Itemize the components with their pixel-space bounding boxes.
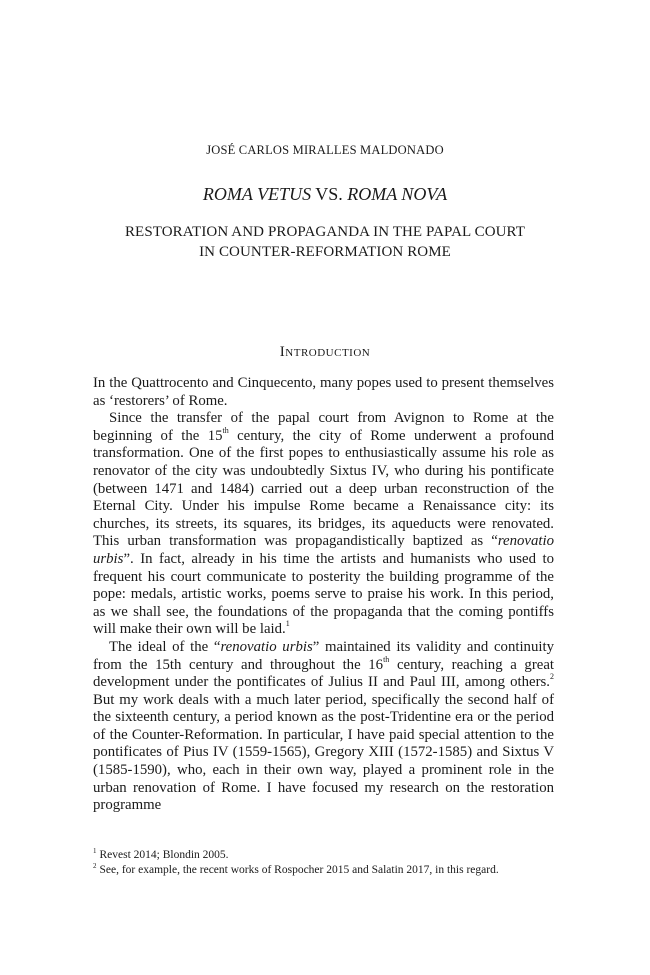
paragraph-3 bbox=[93, 639, 554, 815]
superscript-th: th bbox=[222, 425, 229, 435]
italic-renovatio-urbis: renovatio urbis bbox=[220, 638, 313, 655]
footnote-ref-2[interactable]: 2 bbox=[550, 672, 554, 682]
body-text bbox=[93, 375, 554, 815]
section-heading: Introduction bbox=[279, 344, 371, 360]
chapter-title bbox=[0, 184, 650, 205]
footnote-mark: 2 bbox=[93, 862, 97, 871]
title-roma-vetus: ROMA VETUS bbox=[202, 184, 312, 204]
footnote-ref-1[interactable]: 1 bbox=[285, 619, 290, 629]
paragraph-3-text-b: ” maintained its validity and continuity from the 15th century and throughout the 16 bbox=[93, 638, 554, 673]
subtitle-line-1: RESTORATION AND PROPAGANDA IN THE PAPAL COURT bbox=[124, 224, 526, 240]
footnote-mark: 1 bbox=[93, 847, 97, 856]
author-name: JOSÉ CARLOS MIRALLES MALDONADO bbox=[206, 143, 444, 157]
footnote-1 bbox=[93, 848, 563, 863]
subtitle-line-2: IN COUNTER-REFORMATION ROME bbox=[199, 244, 451, 260]
paragraph-3-text-c: century, reaching a great development under the pontificates of Julius II and Paul III, among others. bbox=[93, 656, 554, 691]
footnotes bbox=[93, 848, 563, 878]
chapter-subtitle bbox=[0, 222, 650, 262]
paragraph-2-text-b: century, the city of Rome underwent a profound transformation. One of the first popes to enthusiastically assume his role as renovator of the city was undoubtedly Sixtus IV, who during his pontificate (between 1471 and 1484) carried out a deep urban reconstruction of the Eternal City. Under his impulse Rome became a Renaissance city: its churches, its streets, its squares, its bridges, its aqueducts were renovated. This urban transformation was propagandistically baptized as “ bbox=[93, 427, 555, 550]
paragraph-3-text-d: But my work deals with a much later period, specifically the second half of the sixteenth century, a period known as the post-Tridentine era or the period of the Counter-Reformation. In particular, I have paid special attention to the pontificates of Pius IV (1559-1565), Gregory XIII (1572-1585) and Sixtus V (1585-1590), who, each in their own way, played a prominent role in the urban renovation of Rome. I have focused my research on the restoration programme bbox=[93, 691, 554, 814]
italic-renovatio-urbis: renovatio urbis bbox=[93, 533, 554, 567]
paragraph-2-text-a: Since the transfer of the papal court from Avignon to Rome at the beginning of the 15 bbox=[93, 410, 554, 444]
paragraph-1: In the Quattrocento and Cinquecento, many popes used to present themselves as ‘restorers’ of Rome. bbox=[93, 375, 554, 409]
footnote-text: See, for example, the recent works of Rospocher 2015 and Salatin 2017, in this regard. bbox=[99, 864, 499, 876]
title-vs: VS. bbox=[311, 184, 348, 204]
footnote-2 bbox=[93, 863, 563, 878]
footnote-text: Revest 2014; Blondin 2005. bbox=[99, 849, 229, 861]
paragraph-2-text-c: ”. In fact, already in his time the artists and humanists who used to frequent his court communicate to posterity the building programme of the pope: medals, artistic works, poems serve to praise his work. In this period, as we shall see, the foundations of the propaganda that the coming pontiffs will make their own will be laid. bbox=[93, 550, 554, 638]
superscript-th: th bbox=[383, 654, 390, 664]
paragraph-3-text-a: The ideal of the “ bbox=[109, 638, 221, 655]
title-roma-nova: ROMA NOVA bbox=[347, 184, 448, 204]
paragraph-2 bbox=[93, 410, 554, 639]
